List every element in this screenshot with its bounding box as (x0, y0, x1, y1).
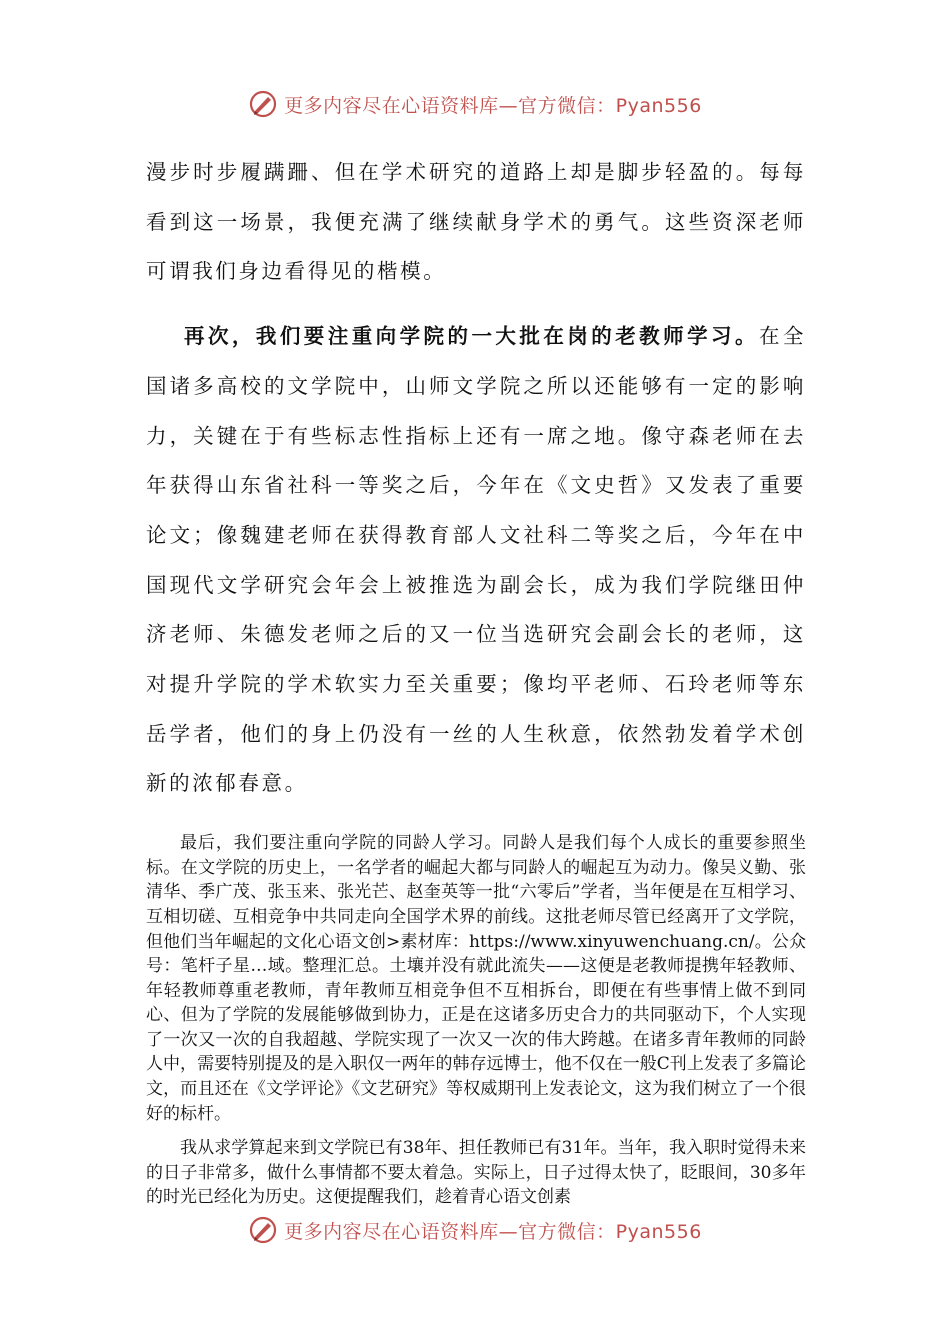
paragraph-2-heading: 再次，我们要注重向学院的一大批在岗的老教师学习。 (184, 324, 759, 349)
paragraph-1: 漫步时步履蹒跚、但在学术研究的道路上却是脚步轻盈的。每每看到这一场景，我便充满了继续献身学术的勇气。这些资深老师可谓我们身边看得见的楷模。 (146, 160, 806, 284)
paragraph-2-text: 在全国诸多高校的文学院中，山师文学院之所以还能够有一定的影响力，关键在于有些标志性指标上还有一席之地。像守森老师在去年获得山东省社科一等奖之后，今年在《文史哲》又发表了重要论文；像魏建老师在获得教育部人文社科二等奖之后，今年在中国现代文学研究会年会上被推选为副会长，成为我们学院继田仲济老师、朱德发老师之后的又一位当选研究会副会长的老师，这对提升学院的学术软实力至关重要；像均平老师、石玲老师等东岳学者，他们的身上仍没有一丝的人生秋意，依然勃发着学术创新的浓郁春意。 (146, 324, 806, 796)
paragraph-2 (146, 312, 806, 809)
paragraph-3: 最后，我们要注重向学院的同龄人学习。同龄人是我们每个人成长的重要参照坐标。在文学院的历史上，一名学者的崛起大都与同龄人的崛起互为动力。像吴义勤、张清华、季广茂、张玉来、张光芒、赵奎英等一批“六零后”学者，当年便是在互相学习、互相切磋、互相竞争中共同走向全国学术界的前线。这批老师尽管已经离开了文学院，但他们当年崛起的文化心语文创>素材库：https://www.xinyuwenchuang.cn/。公众号：笔杆子星…域。整理汇总。土壤并没有就此流失——这便是老教师提携年轻教师、年轻教师尊重老教师，青年教师互相竞争但不互相拆台，即便在有些事情上做不到同心、但为了学院的发展能够做到协力，正是在这诸多历史合力的共同驱动下，个人实现了一次又一次的自我超越、学院实现了一次又一次的伟大跨越。在诸多青年教师的同龄人中，需要特别提及的是入职仅一两年的韩存远博士，他不仅在一般C刊上发表了多篇论文，而且还在《文学评论》《文艺研究》等权威期刊上发表论文，这为我们树立了一个很好的标杆。 (146, 833, 806, 1124)
large-text-section (146, 148, 806, 809)
document-body (146, 148, 806, 1210)
pen-logo-icon (248, 89, 278, 119)
banner-text: 更多内容尽在心语资料库—官方微信：Pyan556 (284, 1220, 702, 1243)
paragraph-4: 我从求学算起来到文学院已有38年、担任教师已有31年。当年，我入职时觉得未来的日子非常多，做什么事情都不要太着急。实际上，日子过得太快了，眨眼间，30多年的时光已经化为历史。这便提醒我们，趁着青心语文创素 (146, 1138, 806, 1208)
pen-logo-icon (248, 1215, 278, 1245)
banner-text: 更多内容尽在心语资料库—官方微信：Pyan556 (284, 94, 702, 117)
footer-banner (0, 1210, 950, 1250)
header-banner (0, 84, 950, 124)
small-text-section (146, 831, 806, 1210)
